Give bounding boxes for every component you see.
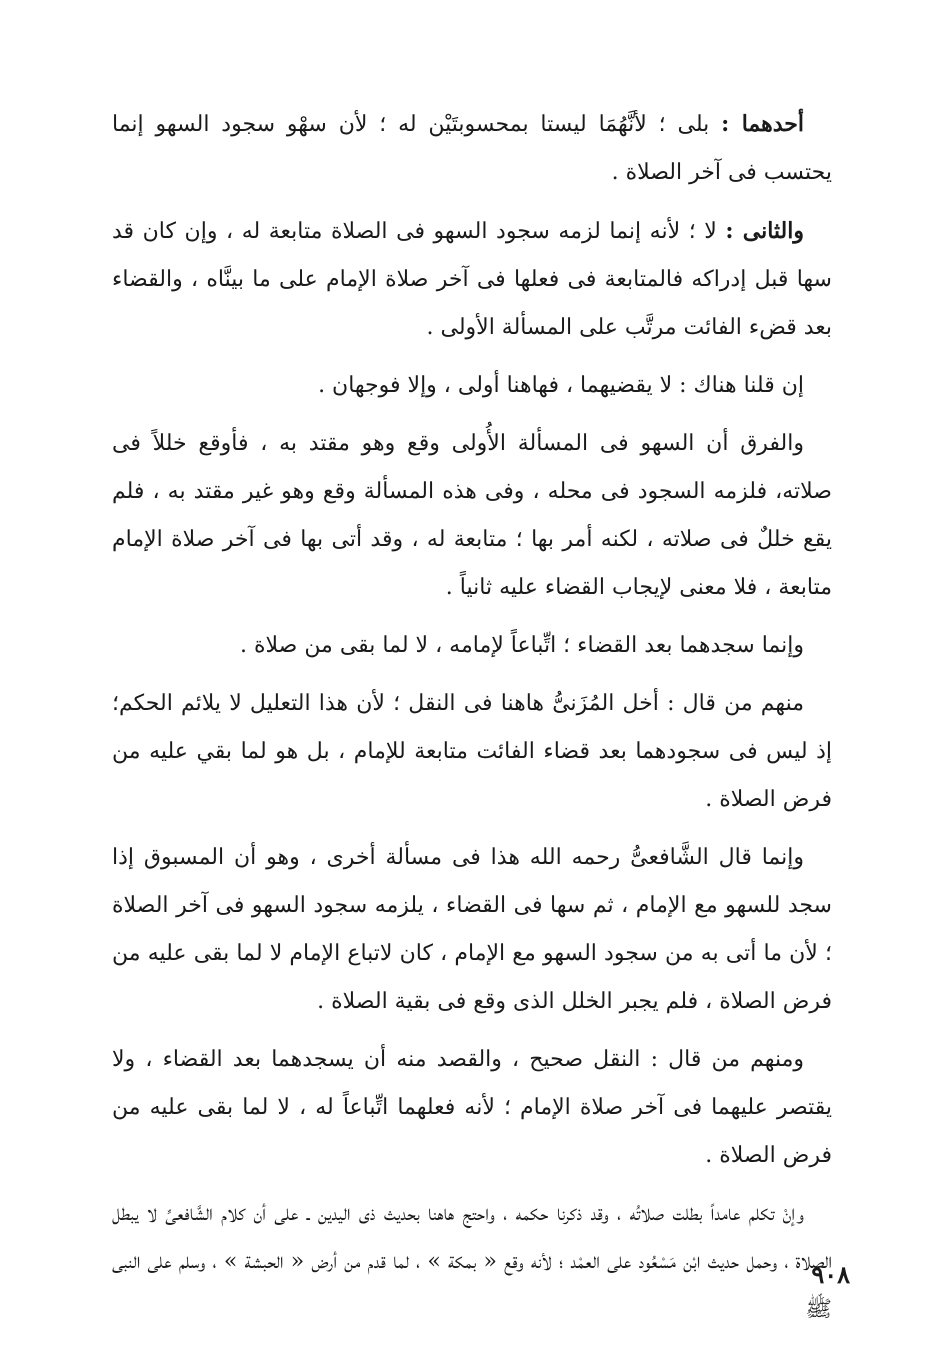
paragraph-7: [112, 834, 832, 1026]
paragraph-text: وإنما سجدهما بعد القضاء ؛ اتِّباعاً لإمامه ، لا لما بقى من صلاة .: [240, 633, 804, 658]
paragraph-text: وإنما قال الشَّافعىُّ رحمه الله هذا فى مسألة أخرى ، وهو أن المسبوق إذا سجد للسهو مع الإمام ، ثم سها فى القضاء ، يلزمه سجود السهو فى آخر الصلاة ؛ لأن ما أتى به من سجود السهو مع الإمام ، كان لاتباع الإمام لا لما بقى عليه من فرض الصلاة ، فلم يجبر الخلل الذى وقع فى بقية الصلاة .: [112, 845, 833, 1014]
paragraph-text: منهم من قال : أخل المُزَنىُّ هاهنا فى النقل ؛ لأن هذا التعليل لا يلائم الحكم؛ إذ ليس فى سجودهما بعد قضاء الفائت متابعة للإمام ، بل هو لما بقي عليه من فرض الصلاة .: [112, 691, 832, 812]
paragraph-text: إن قلنا هناك : لا يقضيهما ، فهاهنا أولى ، وإلا فوجهان .: [318, 373, 804, 398]
paragraph-lead: والثانى :: [725, 218, 804, 244]
paragraph-text: لا ؛ لأنه إنما لزمه سجود السهو فى الصلاة متابعة له ، وإن كان قد سها قبل إدراكه فالمتابعة فى فعلها فى آخر صلاة الإمام على ما بينَّاه ، والقضاء بعد قضء الفائت مرتَّب على المسألة الأولى .: [112, 219, 832, 340]
paragraph-4: [112, 420, 832, 612]
paragraph-6: [112, 680, 832, 824]
body-text: [112, 100, 832, 1344]
page-number: ٩٠٨: [811, 1260, 850, 1289]
paragraph-text: ومنهم من قال : النقل صحيح ، والقصد منه أن يسجدهما بعد القضاء ، ولا يقتصر عليهما فى آخر صلاة الإمام ؛ لأنه فعلهما اتِّباعاً له ، لا لما بقى عليه من فرض الصلاة .: [112, 1047, 832, 1168]
paragraph-text: وإنْ تكلم عامداً بطلت صلاتُه ، وقد ذكرنا حكمه ، واحتج هاهنا بحديث ذى اليدين ـ على أن كلام الشَّافعىِّ لا يبطل الصلاة ، وحمل حديث ابْن مَسْعُود على العمْد ؛ لأنه وقع « بمكة » ، لما قدم من أرض « الحبشة » ، وسلم على النبى ﷺ: [112, 1201, 832, 1322]
paragraph-1: [112, 100, 832, 197]
paragraph-5: [112, 622, 832, 670]
paragraph-text: والفرق أن السهو فى المسألة الأُولى وقع وهو مقتد به ، فأوقع خللاً فى صلاته، فلزمه السجود فى محله ، وفى هذه المسألة وقع وهو غير مقتد به ، فلم يقع خللٌ فى صلاته ، لكنه أمر بها ؛ متابعة له ، وقد أتى بها فى آخر صلاة الإمام متابعة ، فلا معنى لإيجاب القضاء عليه ثانياً .: [112, 431, 832, 600]
paragraph-8: [112, 1036, 832, 1180]
paragraph-lead: أحدهما :: [721, 111, 804, 137]
paragraph-9: [112, 1190, 832, 1334]
paragraph-text: بلى ؛ لأنَّهُمَا ليستا بمحسوبتَيْن له ؛ لأن سهْو سجود السهو إنما يحتسب فى آخر الصلاة .: [112, 112, 832, 185]
paragraph-3: [112, 362, 832, 410]
paragraph-2: [112, 207, 832, 352]
